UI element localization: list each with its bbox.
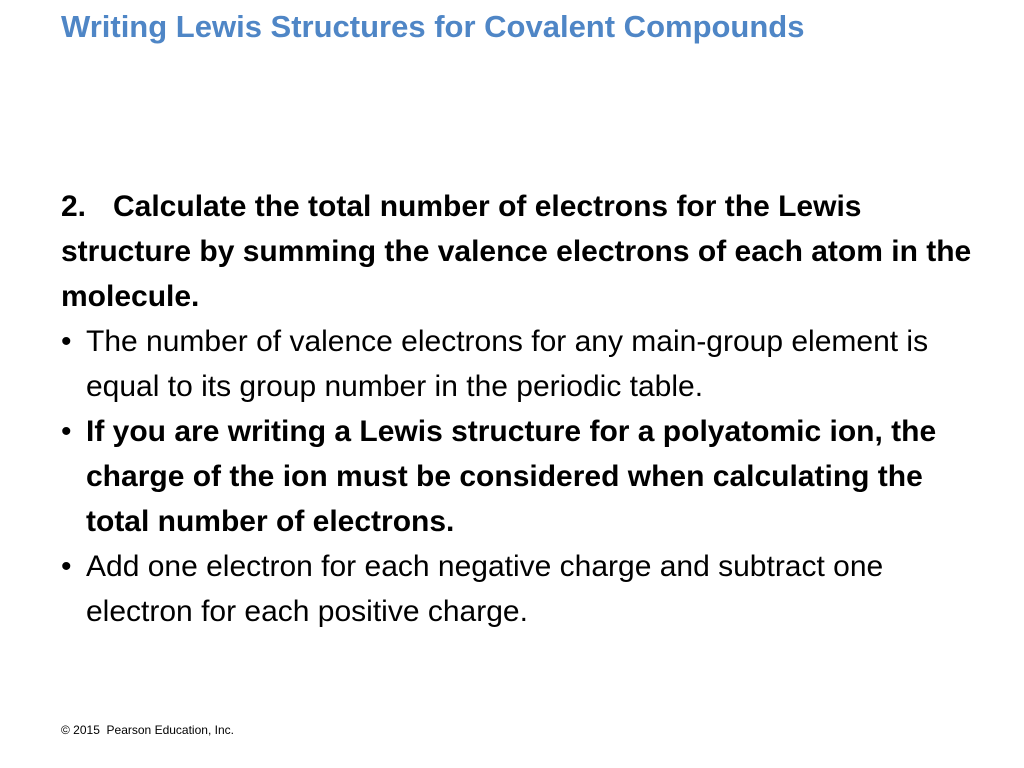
step-number: 2. [61,190,87,223]
bullet-item [61,319,981,409]
step-text: Calculate the total number of electrons for the Lewis structure by summing the valence electrons of each atom in the molecule. [61,190,972,313]
step-heading [61,184,981,319]
bullet-text: If you are writing a Lewis structure for a polyatomic ion, the charge of the ion must be considered when calculating the total number of electrons. [86,415,937,538]
copyright-footer: © 2015 Pearson Education, Inc. [61,723,234,737]
bullet-item [61,409,981,544]
bullet-text: Add one electron for each negative charge and subtract one electron for each positive charge. [86,550,884,628]
bullet-list [61,319,981,634]
bullet-icon: • [61,325,72,358]
bullet-item [61,544,981,634]
bullet-icon: • [61,550,72,583]
slide-title: Writing Lewis Structures for Covalent Compounds [61,9,805,44]
bullet-text: The number of valence electrons for any main-group element is equal to its group number in the periodic table. [86,325,929,403]
slide-body [61,184,981,634]
bullet-icon: • [61,415,72,448]
